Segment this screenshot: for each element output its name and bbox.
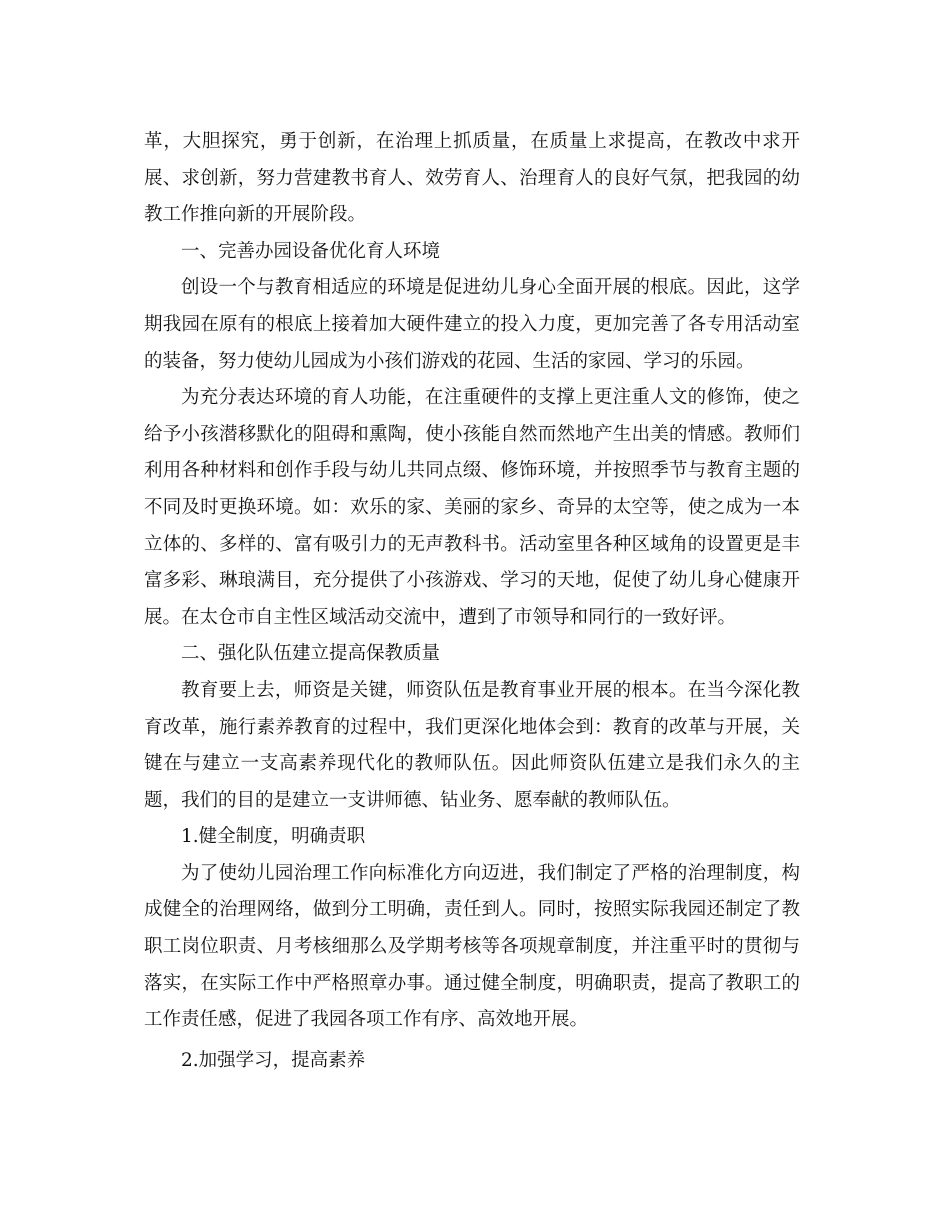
body-paragraph: 为了使幼儿园治理工作向标准化方向迈进，我们制定了严格的治理制度，构成健全的治理网络，做到分工明确，责任到人。同时，按照实际我园还制定了教职工岗位职责、月考核细那么及学期考核等各项规章制度，并注重平时的贯彻与落实，在实际工作中严格照章办事。通过健全制度，明确职责，提高了教职工的工作责任感，促进了我园各项工作有序、高效地开展。 xyxy=(144,862,800,1031)
body-paragraph: 教育要上去，师资是关键，师资队伍是教育事业开展的根本。在当今深化教育改革，施行素养教育的过程中，我们更深化地体会到：教育的改革与开展，关键在与建立一支高素养现代化的教师队伍。因此师资队伍建立是我们永久的主题，我们的目的是建立一支讲师德、钻业务、愿奉献的教师队伍。 xyxy=(144,679,800,811)
subsection-heading-1: 1.健全制度，明确责职 xyxy=(181,826,366,848)
body-paragraph: 创设一个与教育相适应的环境是促进幼儿身心全面开展的根底。因此，这学期我园在原有的根底上接着加大硬件建立的投入力度，更加完善了各专用活动室的装备，努力使幼儿园成为小孩们游戏的花园、生活的家园、学习的乐园。 xyxy=(144,277,800,372)
body-paragraph: 为充分表达环境的育人功能，在注重硬件的支撑上更注重人文的修饰，使之给予小孩潜移默化的阻碍和熏陶，使小孩能自然而然地产生出美的情感。教师们利用各种材料和创作手段与幼儿共同点缀、修饰环境，并按照季节与教育主题的不同及时更换环境。如：欢乐的家、美丽的家乡、奇异的太空等，使之成为一本立体的、多样的、富有吸引力的无声教科书。活动室里各种区域角的设置更是丰富多彩、琳琅满目，充分提供了小孩游戏、学习的天地，促使了幼儿身心健康开展。在太仓市自主性区域活动交流中，遭到了市领导和同行的一致好评。 xyxy=(144,387,800,628)
section-heading-1: 一、完善办园设备优化育人环境 xyxy=(181,240,441,262)
paragraph-continuation: 革，大胆探究，勇于创新，在治理上抓质量，在质量上求提高，在教改中求开展、求创新，努力营建教书育人、效劳育人、治理育人的良好气氛，把我园的幼教工作推向新的开展阶段。 xyxy=(144,131,800,226)
subsection-heading-2: 2.加强学习，提高素养 xyxy=(181,1049,366,1071)
section-heading-2: 二、强化队伍建立提高保教质量 xyxy=(181,643,441,665)
document-body xyxy=(144,124,800,1079)
